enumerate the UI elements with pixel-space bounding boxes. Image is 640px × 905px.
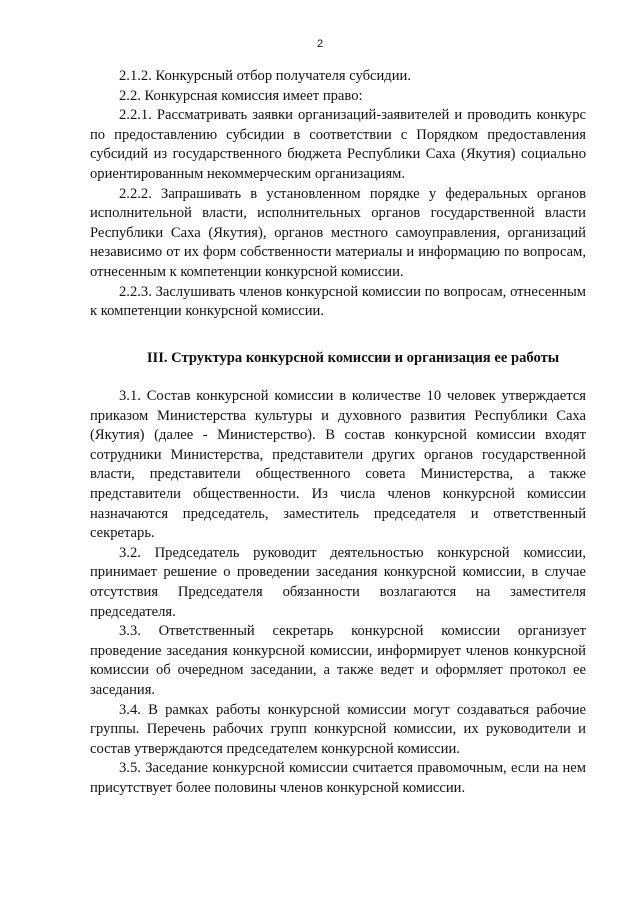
- paragraph-3-2: 3.2. Председатель руководит деятельностью конкурсной комиссии, принимает решение о проведении заседания конкурсной комиссии, в случае отсутствия Председателя обязанности возлагаются на заместителя председателя.: [90, 544, 586, 620]
- section-3-body: [90, 387, 586, 798]
- section-2-body: [90, 67, 586, 322]
- section-title: III. Структура конкурсной комиссии и организация ее работы: [146, 350, 560, 366]
- paragraph-3-1: 3.1. Состав конкурсной комиссии в количестве 10 человек утверждается приказом Министерства культуры и духовного развития Республики Саха (Якутия) (далее - Министерство). В состав конкурсной комиссии входят сотрудники Министерства, представители других органов государственной власти, представители общественного совета Министерства, а также представители общественности. Из числа членов конкурсной комиссии назначаются председатель, заместитель председателя и ответственный секретарь.: [90, 388, 586, 542]
- paragraph-2-1-2: 2.1.2. Конкурсный отбор получателя субсидии.: [119, 68, 412, 84]
- paragraph-3-3: 3.3. Ответственный секретарь конкурсной комиссии организует проведение заседания конкурсной комиссии, информирует членов конкурсной комиссии об очередном заседании, а также ведет и оформляет протокол ее заседания.: [90, 623, 586, 698]
- page-number: 2: [316, 38, 324, 50]
- paragraph-2-2-3: 2.2.3. Заслушивать членов конкурсной комиссии по вопросам, отнесенным к компетенции конкурсной комиссии.: [90, 283, 586, 320]
- paragraph-3-4: 3.4. В рамках работы конкурсной комиссии могут создаваться рабочие группы. Перечень рабочих групп конкурсной комиссии, их руководители и состав утверждаются председателем конкурсной комиссии.: [90, 701, 586, 757]
- paragraph-3-5: 3.5. Заседание конкурсной комиссии считается правомочным, если на нем присутствует более половины членов конкурсной комиссии.: [90, 760, 586, 796]
- paragraph-2-2-1: 2.2.1. Рассматривать заявки организаций-заявителей и проводить конкурс по предоставлению субсидии в соответствии с Порядком предоставления субсидий из государственного бюджета Республики Саха (Якутия) социально ориентированным некоммерческим организациям.: [90, 107, 586, 182]
- paragraph-2-2: 2.2. Конкурсная комиссия имеет право:: [119, 87, 363, 104]
- paragraph-2-2-2: 2.2.2. Запрашивать в установленном порядке у федеральных органов исполнительной власти, исполнительных органов государственной власти Республики Саха (Якутия), органов местного самоуправления, организаций независимо от их форм собственности материалы и информацию по вопросам, отнесенным к компетенции конкурсной комиссии.: [90, 185, 586, 280]
